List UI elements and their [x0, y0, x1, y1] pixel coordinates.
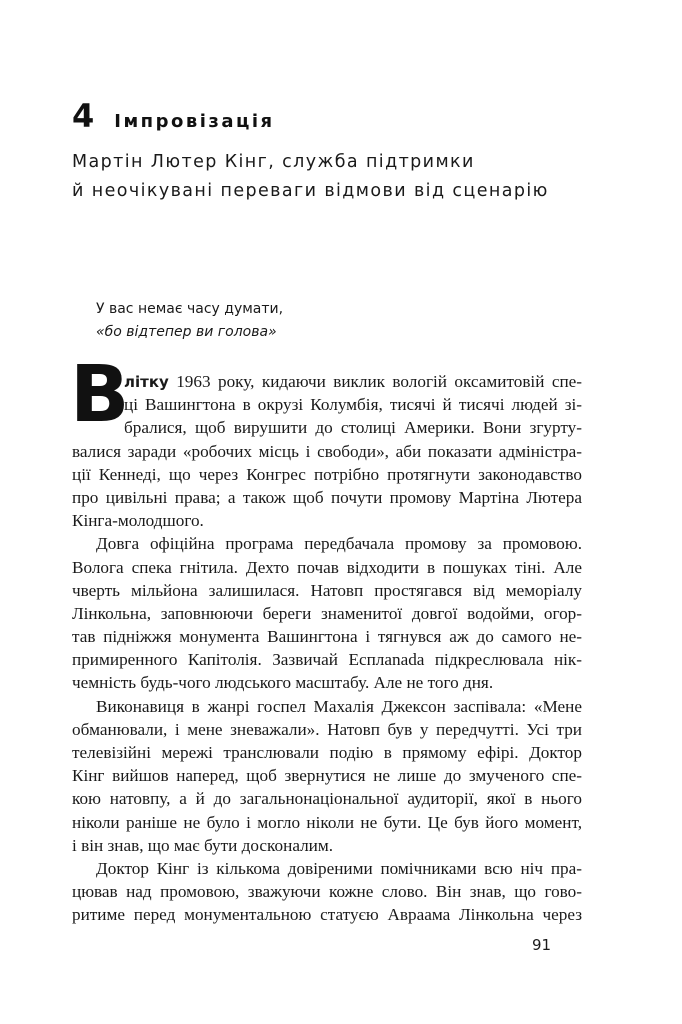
- text-line: ритиме перед монументальною статуєю Авраама Лінкольна через: [72, 905, 582, 925]
- lead-word: літку: [124, 373, 169, 391]
- text-line: примиренного Капітолія. Зазвичай Есплanada підкреслювала нік-: [72, 650, 582, 670]
- text-line: чемність будь-чого людського масштабу. Але не того дня.: [72, 673, 494, 693]
- text-line: телевізійні мережі транслювали подію в прямому ефірі. Доктор: [72, 743, 582, 762]
- text-line: Волога спека гнітила. Дехто почав відходити в пошуках тіні. Але: [72, 557, 582, 577]
- text-line: Кінг вийшов наперед, щоб звернутися не лише до змученого спе-: [72, 766, 582, 786]
- text-line: чверть мільйона залишилася. Натовп простягався від меморіалу: [72, 580, 582, 600]
- drop-cap: В: [70, 350, 130, 440]
- text-line: Лінкольна, заповнюючи береги знаменитої довгої водойми, огор-: [72, 603, 582, 623]
- text-line: тав підніжжя монумента Вашингтона і тягнувся аж до самого не-: [72, 627, 582, 647]
- body-text: [70, 350, 582, 927]
- subtitle-line: й неочікувані переваги відмови від сценарію: [72, 181, 549, 201]
- chapter-title: Імпровізація: [114, 111, 275, 132]
- text-line: Виконавиця в жанрі госпел Махалія Джексон заспівала: «Мене: [96, 696, 582, 716]
- text-line: Довга офіційна програма передбачала промову за промовою.: [96, 534, 582, 554]
- epigraph-quote: «бо відтепер ви голова»: [96, 324, 277, 340]
- page-number: 91: [532, 936, 552, 954]
- text-line: ці Вашингтона в окрузі Колумбія, тисячі й тисячі людей зі-: [124, 395, 582, 415]
- text-line: цював над промовою, зважуючи кожне слово. Він знав, що гово-: [72, 882, 582, 902]
- text-line: і він знав, що має бути досконалим.: [72, 835, 334, 855]
- text-line: бралися, щоб вирушити до столиці Америки. Вони згурту-: [124, 418, 582, 438]
- chapter-number: 4: [72, 97, 95, 135]
- epigraph: [96, 298, 283, 344]
- text-line: валися заради «робочих місць і свободи», аби показати адміністра-: [72, 441, 582, 461]
- text-line: літку 1963 року, кидаючи виклик вологій оксамитовій спе-: [124, 372, 582, 391]
- chapter-heading: [72, 96, 275, 136]
- epigraph-line: У вас немає часу думати,: [96, 301, 284, 317]
- text-line: ції Кеннеді, що через Конгрес потрібно протягнути законодавство: [72, 464, 582, 484]
- text-line: про цивільні права; а також щоб почути промову Мартіна Лютера: [72, 487, 582, 507]
- text-line: Кінга-молодшого.: [72, 511, 204, 531]
- text-line: кою натовпу, а й до загальнонаціональної аудиторії, якої в нього: [72, 789, 582, 809]
- text-line: Доктор Кінг із кількома довіреними помічниками всю ніч пра-: [96, 858, 582, 878]
- subtitle-line: Мартін Лютер Кінг, служба підтримки: [72, 152, 475, 172]
- chapter-subtitle: [72, 148, 632, 206]
- text-line: обманювали, і мене зневажали». Натовп був у передчутті. Усі три: [72, 719, 582, 739]
- text-line: ніколи раніше не було і могло ніколи не бути. Це був його момент,: [72, 812, 582, 832]
